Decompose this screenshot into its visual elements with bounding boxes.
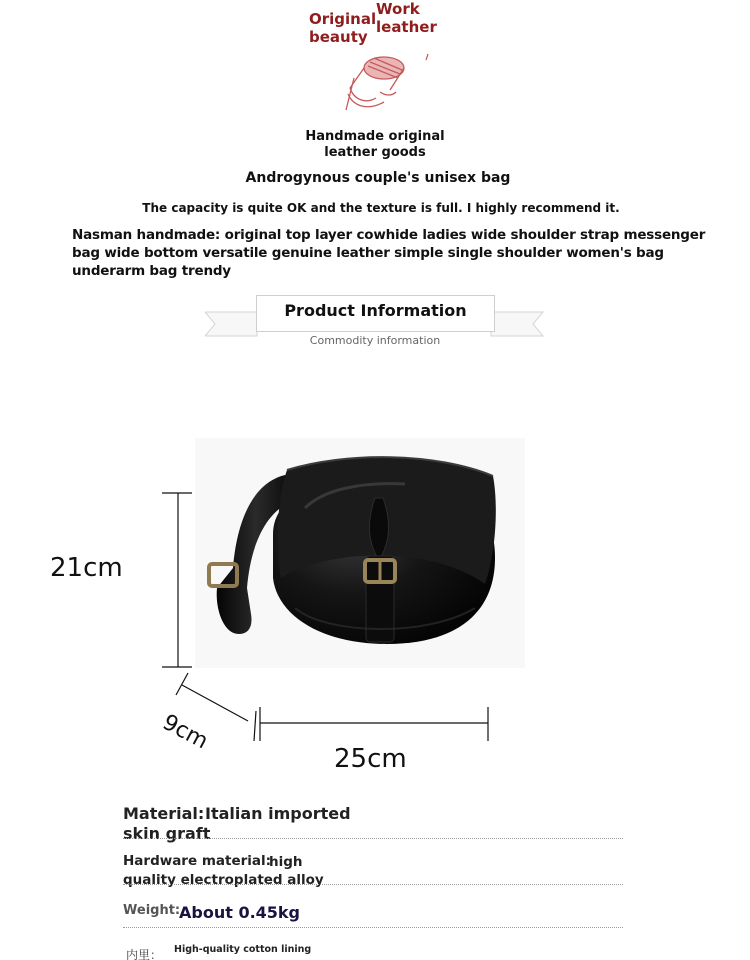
spec-lining-label: 内里：	[126, 948, 163, 960]
product-title: Nasman handmade: original top layer cowhide ladies wide shoulder strap messenger bag wide bottom versatile genuine leather simple single shoulder women's bag underarm bag trendy	[72, 227, 706, 279]
spec-hardware-label: Hardware material:	[123, 853, 272, 869]
spec-divider-3	[123, 927, 623, 928]
section-title: Product Information	[256, 295, 495, 332]
subtitle: Androgynous couple's unisex bag	[245, 170, 511, 186]
logo-right-line1: Work	[376, 0, 420, 18]
logo-left-line2: beauty	[309, 28, 368, 46]
logo-left-line1: Original	[309, 10, 377, 28]
leather-spool-sketch-icon	[340, 48, 430, 114]
spec-divider-1	[123, 838, 623, 839]
brand-logo	[300, 0, 450, 115]
spec-material-value: Italian imported skin graft	[123, 804, 351, 843]
review-text: The capacity is quite OK and the texture is full. I highly recommend it.	[142, 201, 620, 215]
section-subtitle: Commodity information	[309, 334, 441, 347]
height-dimension-label: 21cm	[50, 553, 123, 583]
spec-lining-value: High-quality cotton lining	[174, 944, 312, 955]
spec-weight-label: Weight:	[123, 903, 181, 918]
depth-dimension-label: 9cm	[158, 710, 212, 755]
width-dimension-label: 25cm	[334, 744, 407, 774]
spec-divider-2	[123, 884, 623, 885]
dimension-lines	[150, 485, 510, 745]
logo-right-line2: leather	[376, 18, 437, 36]
spec-weight-value: About 0.45kg	[179, 903, 301, 922]
tagline-line2: leather goods	[324, 145, 426, 160]
spec-material-label: Material:	[123, 804, 205, 823]
spec-hardware-value: high quality electroplated alloy	[123, 854, 324, 888]
tagline-line1: Handmade original	[305, 129, 445, 144]
